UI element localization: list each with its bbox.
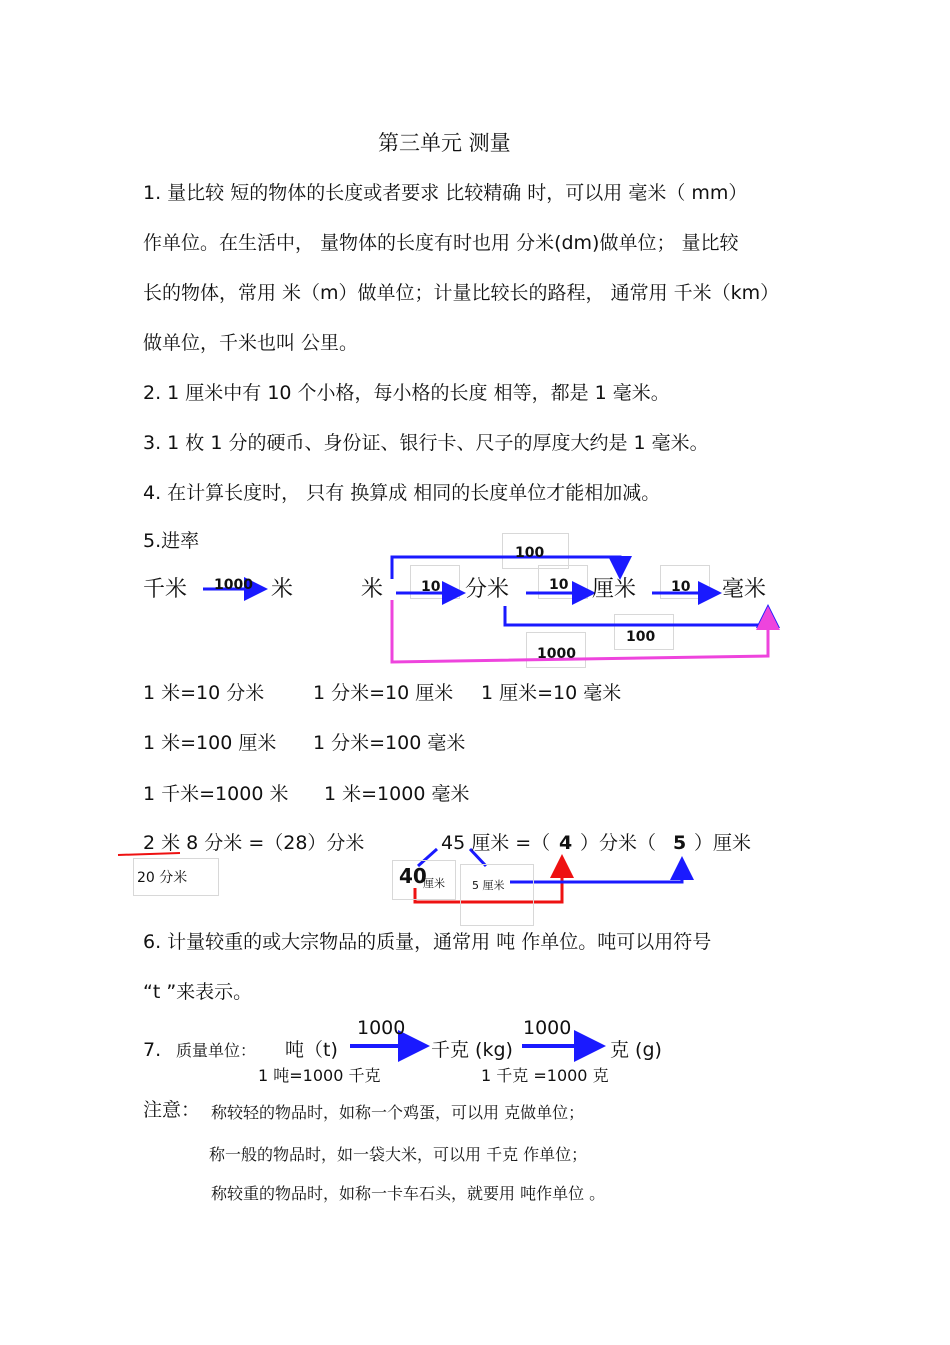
arrow-dm-mm: [505, 606, 768, 625]
unit-m: 米: [271, 577, 294, 602]
p1-line4: 做单位，千米也叫 公里。: [143, 332, 359, 354]
eq-m-mm: 1 米=1000 毫米: [324, 783, 470, 805]
mass-unit-t: 吨（t): [285, 1039, 338, 1061]
note-line2: 称一般的物品时，如一袋大米，可以用 千克 作单位；: [209, 1145, 588, 1164]
rate-dm-mm: 100: [626, 629, 656, 645]
mass-eq-2: 1 千克 =1000 克: [481, 1066, 609, 1085]
rate-m-dm: 10: [421, 579, 441, 595]
example-right-e: ）厘米: [694, 832, 752, 854]
p1-line1: 1. 量比较 短的物体的长度或者要求 比较精确 时，可以用 毫米（ mm）: [143, 182, 748, 204]
p7-label: 质量单位：: [176, 1041, 257, 1060]
p1-line3: 长的物体，常用 米（m）做单位；计量比较长的路程， 通常用 千米（km）: [143, 282, 780, 304]
eq-m-cm: 1 米=100 厘米: [143, 732, 277, 754]
mass-unit-g: 克 (g): [610, 1039, 662, 1061]
eq-dm-mm: 1 分米=100 毫米: [313, 732, 466, 754]
unit-mm: 毫米: [722, 577, 767, 602]
eq-cm-mm: 1 厘米=10 毫米: [481, 682, 622, 704]
arrow-to-5: [510, 862, 682, 882]
note-line1: 称较轻的物品时，如称一个鸡蛋，可以用 克做单位；: [211, 1103, 585, 1122]
mass-eq-1: 1 吨=1000 千克: [258, 1066, 381, 1085]
p6-line2: “t ”来表示。: [143, 981, 253, 1003]
rate-dm-cm: 10: [549, 577, 569, 593]
note-40: 40: [399, 864, 427, 888]
example-right-a: 45 厘米 =（: [441, 832, 551, 854]
page-title: 第三单元 测量: [378, 131, 511, 155]
rate-km-m: 1000: [214, 577, 253, 593]
eq-dm-cm: 1 分米=10 厘米: [313, 682, 454, 704]
unit-km: 千米: [143, 577, 188, 602]
example-answer-4: 4: [559, 832, 573, 854]
p2: 2. 1 厘米中有 10 个小格，每小格的长度 相等，都是 1 毫米。: [143, 382, 670, 404]
p3: 3. 1 枚 1 分的硬币、身份证、银行卡、尺子的厚度大约是 1 毫米。: [143, 432, 709, 454]
eq-m-dm: 1 米=10 分米: [143, 682, 265, 704]
note-cm: 厘米: [423, 877, 445, 890]
eq-km-m: 1 千米=1000 米: [143, 783, 289, 805]
unit-m-2: 米: [361, 577, 384, 602]
p1-line2: 作单位。在生活中， 量物体的长度有时也用 分米(dm)做单位； 量比较: [143, 232, 739, 254]
example-left: 2 米 8 分米 =（28）分米: [143, 832, 365, 854]
unit-cm: 厘米: [592, 577, 637, 602]
rate-m-cm: 100: [515, 545, 545, 561]
mass-rate-1: 1000: [357, 1017, 406, 1039]
unit-dm: 分米: [465, 577, 510, 602]
note-5cm: 5 厘米: [472, 879, 505, 892]
example-answer-5: 5: [673, 832, 687, 854]
note-line3: 称较重的物品时，如称一卡车石头，就要用 吨作单位 。: [211, 1184, 606, 1203]
p4: 4. 在计算长度时， 只有 换算成 相同的长度单位才能相加减。: [143, 482, 661, 504]
note-20dm: 20 分米: [137, 870, 188, 886]
arrow-m-mm: [392, 600, 768, 662]
p5-heading: 5.进率: [143, 530, 200, 552]
p6-line1: 6. 计量较重的或大宗物品的质量，通常用 吨 作单位。吨可以用符号: [143, 931, 712, 953]
rate-m-mm: 1000: [537, 646, 576, 662]
mass-rate-2: 1000: [523, 1017, 572, 1039]
mass-unit-kg: 千克 (kg): [431, 1039, 513, 1061]
rate-cm-mm: 10: [671, 579, 691, 595]
example-right-c: ）分米（: [580, 832, 657, 854]
note-label: 注意：: [143, 1099, 201, 1121]
p7-number: 7.: [143, 1039, 162, 1061]
